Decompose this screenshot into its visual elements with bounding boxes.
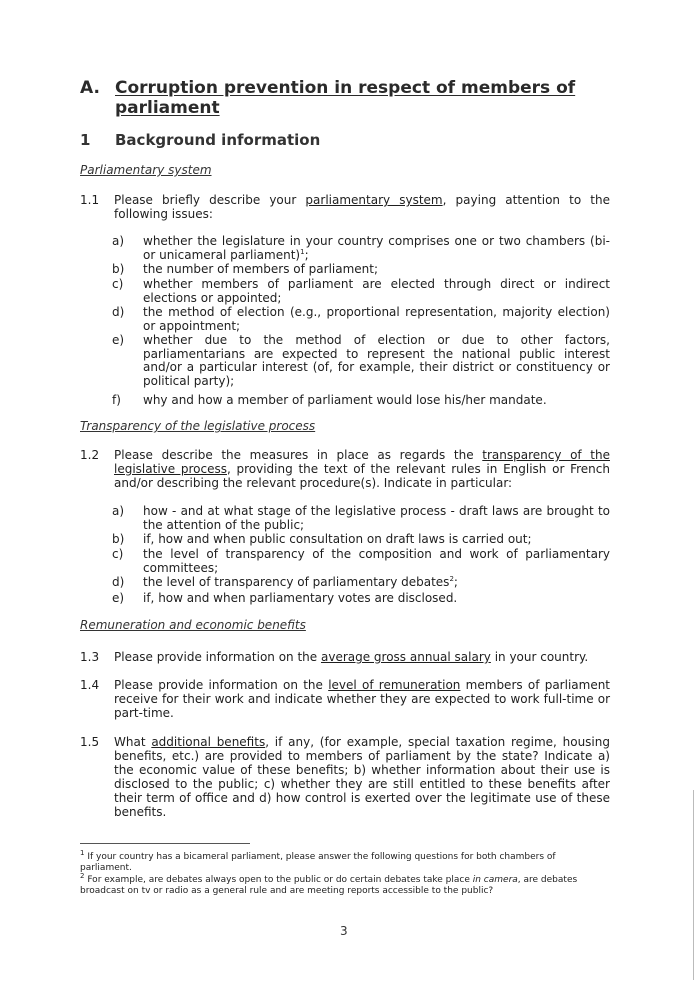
question-text: Please briefly describe your parliamentary system, paying attention to the following issues: [114,193,610,221]
footnote-ref: 1 [300,247,305,256]
footnote-mark: 2 [80,872,85,880]
section-letter: A. [80,78,100,98]
question-number: 1.3 [80,650,100,664]
footnote-ref: 2 [449,575,454,583]
question-text: What additional benefits, if any, (for example, special taxation regime, housing benefits, etc.) are provided to members of parliament by the state? Indicate a) the economic value of these benefits; b) whether information about their use is disclosed to the public; c) whether they are still entitled to these benefits after their term of office and d) how control is exerted over the legitimate use of these benefits. [114,735,610,819]
question-text: Please provide information on the level of remuneration members of parliament receive for their work and indicate whether they are expected to work full-time or part-time. [114,678,611,720]
scan-edge-mark [693,790,694,980]
term-link: parliamentary system [305,193,443,207]
footnote-divider [80,843,250,844]
subheading-parliamentary-system: Parliamentary system [80,163,212,177]
term-link: transparency of the legislative process [114,448,610,476]
footnote-2: $^2$ For example, are debates always open to the public or do certain debates take place in camera, are debates broadcast on tv or radio as a general rule and are meeting reports accessible to the public? [80,872,578,896]
question-number: 1.2 [80,448,100,462]
term-link: additional benefits [151,735,266,749]
term-link: average gross annual salary [320,650,491,664]
subheading-transparency: Transparency of the legislative process [80,419,316,433]
question-text: Please provide information on the average gross annual salary in your country. [114,650,589,664]
question-number: 1.5 [80,735,100,749]
footnote-mark: 1 [80,849,85,857]
page-number: 3 [340,924,348,938]
question-number: 1.1 [80,193,100,207]
question-text: Please describe the measures in place as regards the transparency of the legislative process, providing the text of the relevant rules in English or French and/or describing the relevant procedure(s). Indicate in particular: [114,448,610,490]
footnote-1: $^1$ If your country has a bicameral parliament, please answer the following questions for both chambers of parliament. [80,849,556,873]
heading-number: 1 [80,131,91,149]
heading-text: Background information [115,131,321,149]
section-title: Corruption prevention in respect of members of parliament [115,78,576,118]
subheading-remuneration: Remuneration and economic benefits [80,618,306,632]
term-link: level of remuneration [328,678,461,692]
document-page: A. Corruption prevention in respect of members of parliament 1 Background information Parliamentary system 1.1 Please briefly describe your parliamentary system, paying attention to the following issues: a) whether the legislature in your country comprises one or two chambers (bi- or unicameral parliament)$^1$; b) the number of members of parliament; c) whether members of parliament are elected through direct or indirect elections or appointed; d) the method of election (e.g., proportional representation, majority election) or appointment; e) whether due to the method of election or due to other factors, parliamentarians are expected to represent the national public interest and/or a particular interest (of, for example, their district or constituency or political party); f) why and how a member of parliament would lose his/her mandate. Transparency of the legislative process 1.2 Please describe the measures in place as regards the transparency of the legislative process, providing the text of the relevant rules in English or French and/or describing the relevant procedure(s). Indicate in particular: a) how - and at what stage of the legislative process - draft laws are brought to the attention of the public; b) if, how and when public consultation on draft laws is carried out; c) the level of transparency of the composition and work of parliamentary committees; d) the level of transparency of parliamentary debates$^2$; e) if, how and when parliamentary votes are disclosed. Remuneration and economic benefits 1.3 Please provide information on the average gross annual salary in your country. 1.4 Please provide information on the level of remuneration members of parliament receive for their work and indicate whether they are expected to work full-time or part-time. 1.5 What additional benefits, if any, (for example, special taxation regime, housing benefits, etc.) are provided to members of parliament by the state? Indicate a) the economic value of these benefits; b) whether information about their use is disclosed to the public; c) whether they are still entitled to these benefits after their term of office and d) how control is exerted over the legitimate use of these benefits. $^1$ If your country has a bicameral parliament, please answer the following questions for both chambers of parliament. $^2$ For example, are debates always open to the public or do certain debates take place in camera, are debates broadcast on tv or radio as a general rule and are meeting reports accessible to the public? 3 [0,0,700,989]
question-number: 1.4 [80,678,100,692]
